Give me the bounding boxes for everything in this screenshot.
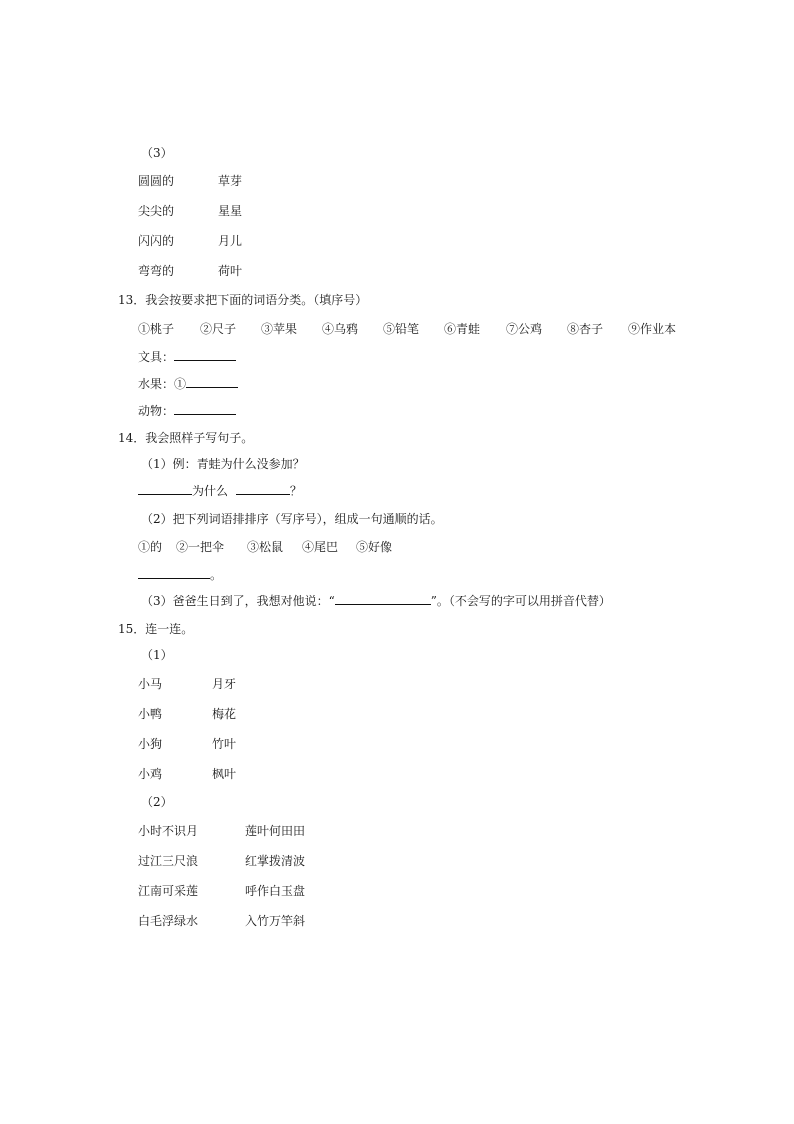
q15-part2-left: 江南可采莲 (138, 884, 199, 898)
q13-option: ⑤铅笔 (383, 322, 420, 336)
q15-part2-right: 红掌拨清波 (245, 854, 306, 868)
stationery-answer-blank[interactable] (174, 349, 236, 361)
q15-part1-right: 竹叶 (212, 737, 237, 751)
fruit-prefill: ① (174, 377, 187, 391)
q15-part2-right: 入竹万竿斜 (245, 914, 306, 928)
q13-option: ⑧杏子 (567, 322, 604, 336)
q13-fruit-row (138, 376, 238, 392)
q12-right-item: 月儿 (218, 234, 243, 248)
q15-part1-left: 小狗 (138, 737, 163, 751)
stationery-label: 文具： (138, 350, 175, 364)
part1-mid-text: 为什么 (192, 484, 229, 498)
q14-part3-row (141, 593, 611, 609)
q13-option: ②尺子 (200, 322, 237, 336)
q15-part2-right: 莲叶何田田 (245, 824, 306, 838)
q14-part2-option: ②一把伞 (176, 540, 225, 554)
q14-part2-answer-row (138, 567, 222, 583)
part3-text: （3）爸爸生日到了，我想对他说：“ (141, 594, 335, 608)
part1-end-text: ？ (289, 484, 302, 498)
q14-part2-option: ⑤好像 (356, 540, 393, 554)
part1-blank-2[interactable] (236, 483, 290, 495)
q15-part2-left: 过江三尺浪 (138, 854, 199, 868)
q15-part1-right: 月牙 (212, 677, 237, 691)
q15-part1-right: 梅花 (212, 707, 237, 721)
q15-part1-left: 小鸭 (138, 707, 163, 721)
q13-title: 13．我会按要求把下面的词语分类。（填序号） (118, 293, 368, 307)
q13-option: ③苹果 (261, 322, 298, 336)
q15-part2-right: 呼作白玉盘 (245, 884, 306, 898)
q12-right-item: 草芽 (218, 174, 243, 188)
q12-right-item: 星星 (218, 204, 243, 218)
q14-part1-answer-row (138, 483, 302, 499)
q14-part2-label: （2）把下列词语排排序（写序号），组成一句通顺的话。 (141, 512, 443, 526)
part3-answer-blank[interactable] (335, 593, 431, 605)
part2-end-text: 。 (210, 568, 223, 582)
q14-part2-option: ③松鼠 (247, 540, 284, 554)
animal-label: 动物： (138, 404, 175, 418)
q12-left-item: 圆圆的 (138, 174, 175, 188)
q15-title: 15．连一连。 (118, 622, 194, 636)
q15-part1-label: （1） (141, 648, 173, 662)
q12-right-item: 荷叶 (218, 264, 243, 278)
q14-part2-option: ④尾巴 (302, 540, 339, 554)
q15-part2-left: 白毛浮绿水 (138, 914, 199, 928)
q14-part1-label: （1）例：青蛙为什么没参加？ (141, 457, 305, 471)
fruit-answer-blank[interactable] (186, 376, 238, 388)
q14-title: 14．我会照样子写句子。 (118, 431, 254, 445)
q13-option: ⑨作业本 (628, 322, 677, 336)
q13-option: ④乌鸦 (322, 322, 359, 336)
q15-part1-left: 小鸡 (138, 767, 163, 781)
fruit-label: 水果： (138, 377, 175, 391)
q13-option: ⑥青蛙 (444, 322, 481, 336)
q15-part1-left: 小马 (138, 677, 163, 691)
q12-left-item: 尖尖的 (138, 204, 175, 218)
q13-option: ①桃子 (138, 322, 175, 336)
q15-part2-left: 小时不识月 (138, 824, 199, 838)
part3-end-text: ”。（不会写的字可以用拼音代替） (430, 594, 611, 608)
q15-part2-label: （2） (141, 795, 173, 809)
q13-animal-row (138, 403, 236, 419)
q14-part2-option: ①的 (138, 540, 163, 554)
q13-stationery-row (138, 349, 236, 365)
q12-part3-label: （3） (141, 146, 173, 160)
q15-part1-right: 枫叶 (212, 767, 237, 781)
q13-option: ⑦公鸡 (506, 322, 543, 336)
part2-answer-blank[interactable] (138, 567, 210, 579)
part1-blank-1[interactable] (138, 483, 192, 495)
animal-answer-blank[interactable] (174, 403, 236, 415)
q12-left-item: 闪闪的 (138, 234, 175, 248)
q12-left-item: 弯弯的 (138, 264, 175, 278)
